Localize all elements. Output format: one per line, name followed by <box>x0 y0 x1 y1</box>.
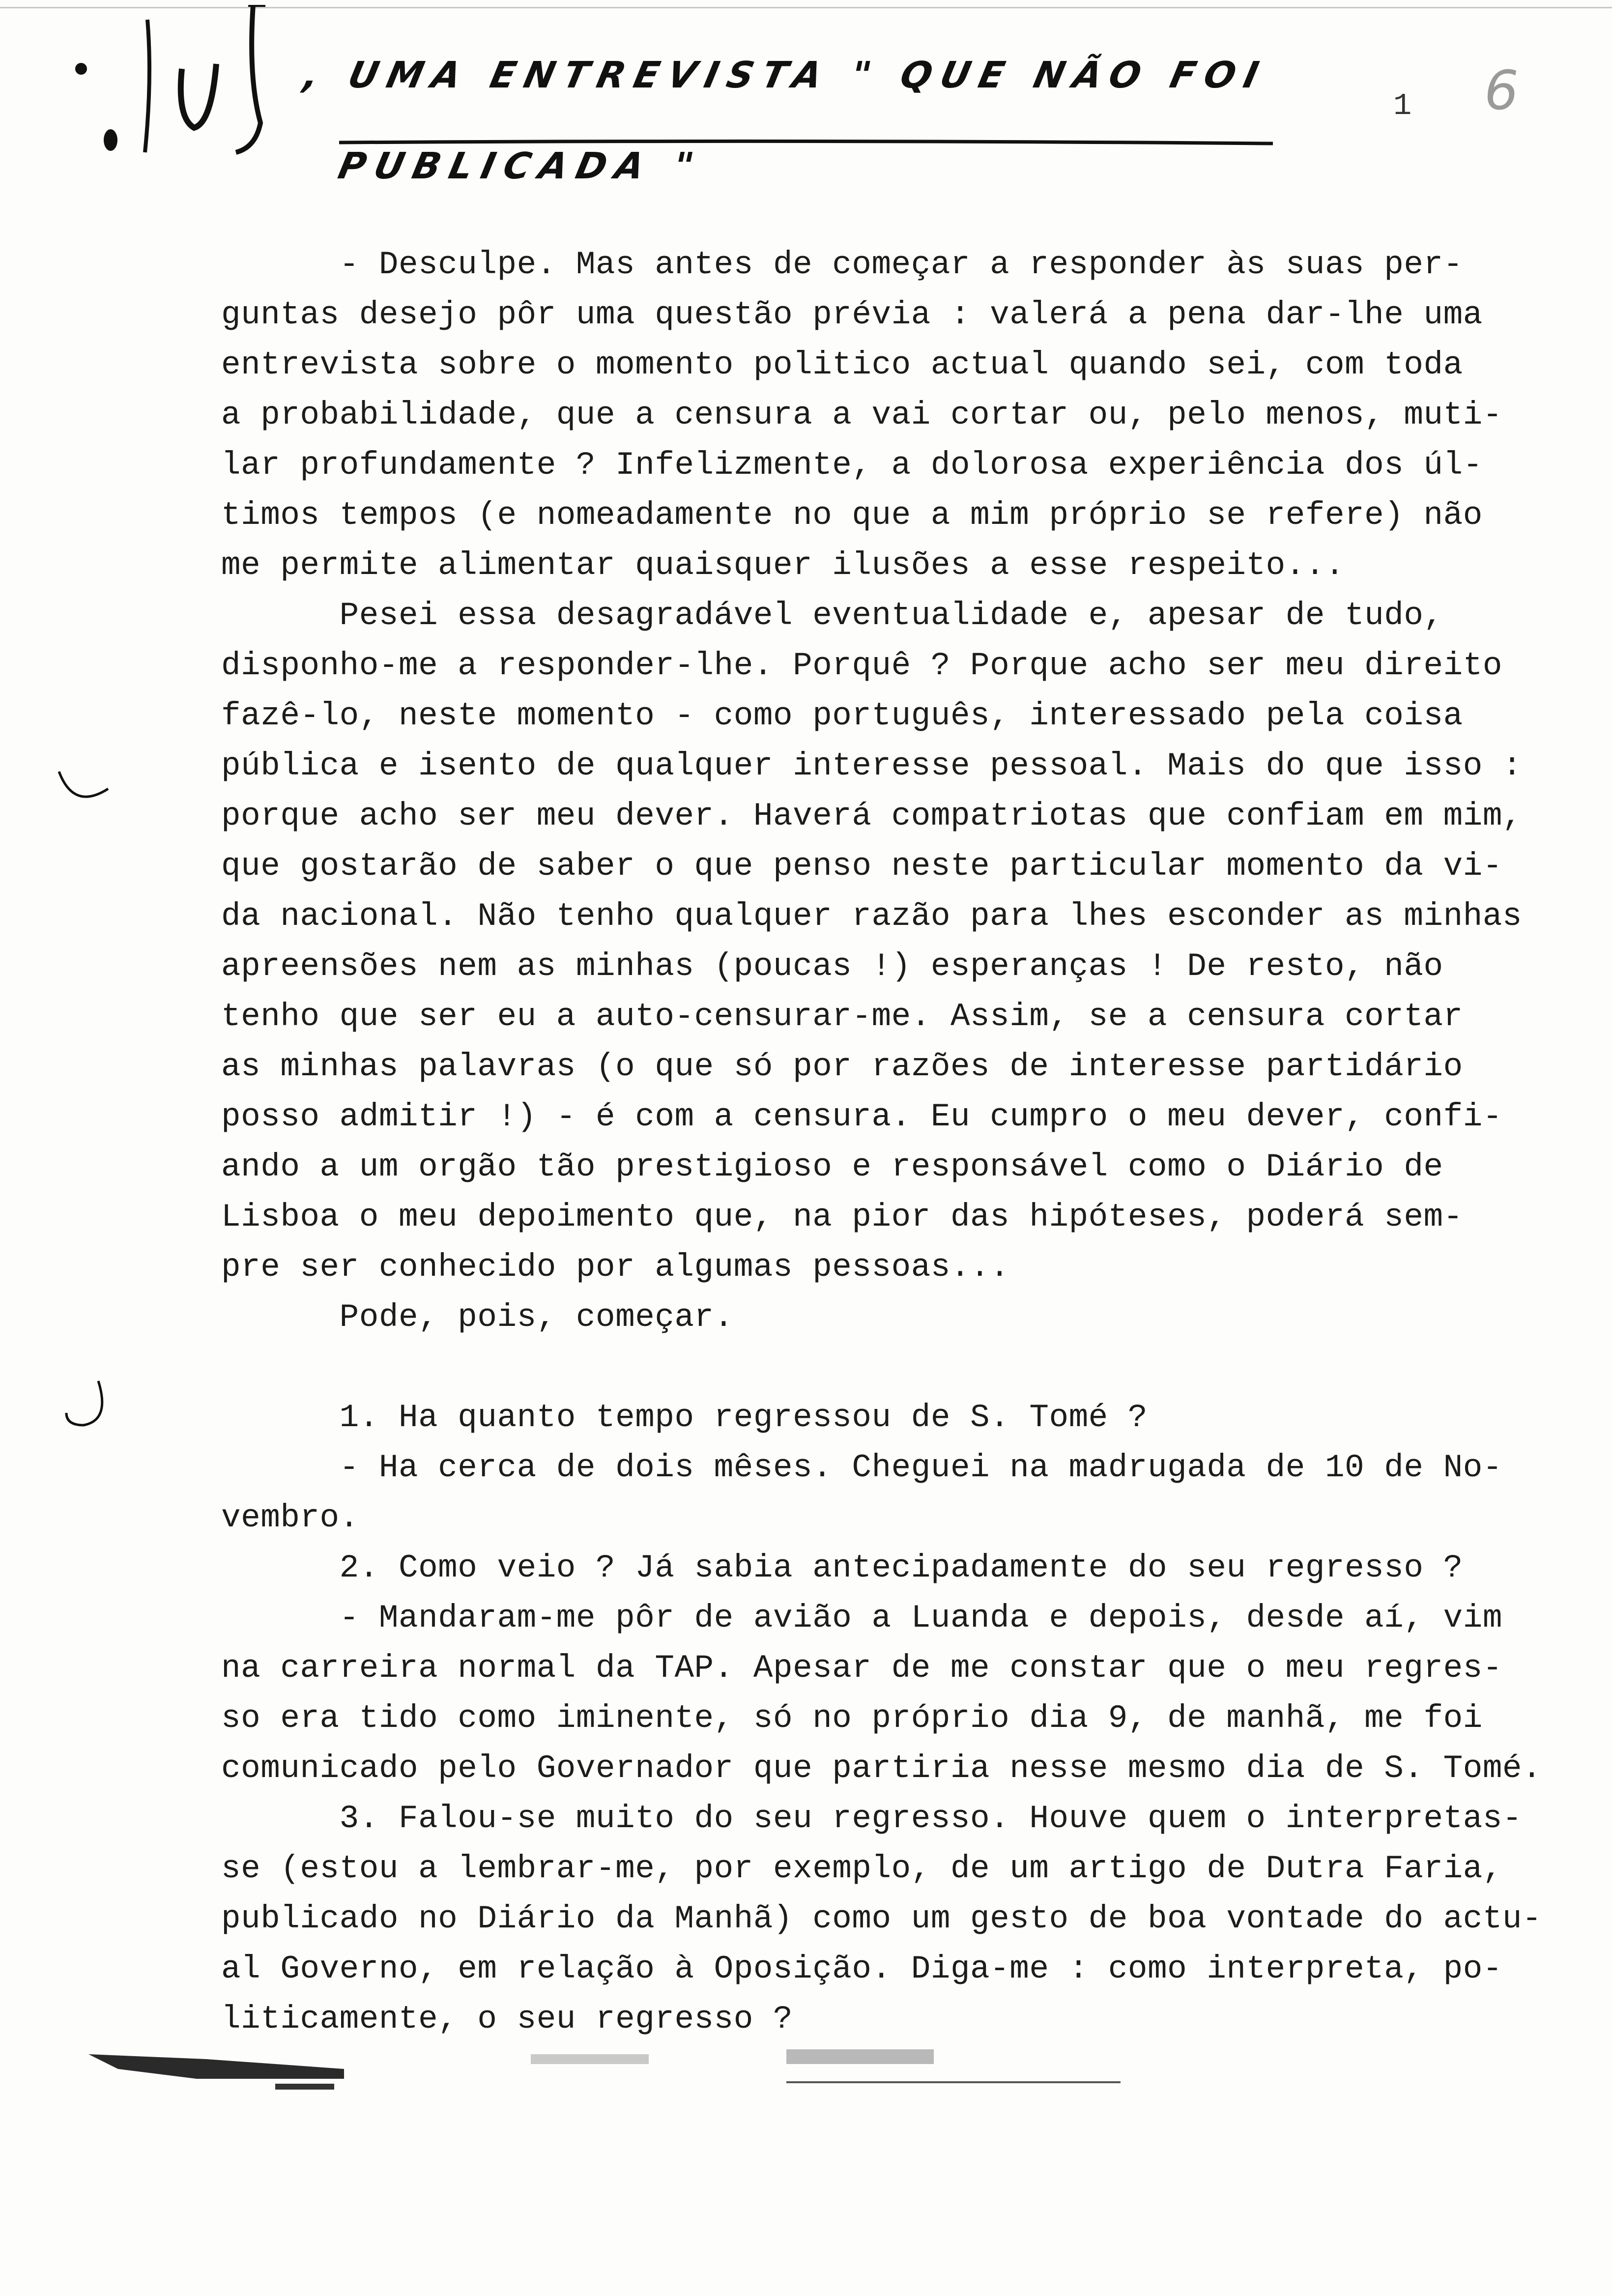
body-line: tenho que ser eu a auto-censurar-me. Assim, se a censura cortar <box>221 998 1463 1035</box>
body-line: que gostarão de saber o que penso neste particular momento da vi- <box>221 848 1502 885</box>
typed-body-text <box>221 240 1558 2044</box>
body-line: - Ha cerca de dois mêses. Cheguei na madrugada de 10 de No- <box>221 1449 1502 1486</box>
body-line: lar profundamente ? Infelizmente, a dolorosa experiência dos úl- <box>221 447 1483 484</box>
body-line <box>221 1343 1558 1393</box>
scan-smudge <box>88 2039 1121 2103</box>
body-line: liticamente, o seu regresso ? <box>221 2001 793 2038</box>
body-line: al Governo, em relação à Oposição. Diga-me : como interpreta, po- <box>221 1951 1502 1987</box>
body-line: 3. Falou-se muito do seu regresso. Houve quem o interpretas- <box>221 1800 1523 1837</box>
document-title-line1: , UMA ENTREVISTA " QUE NÃO FOI <box>300 54 1271 96</box>
page-number: 1 <box>1393 88 1412 123</box>
body-line: na carreira normal da TAP. Apesar de me constar que o meu regres- <box>221 1650 1502 1687</box>
handwritten-margin-marks <box>54 5 280 167</box>
body-line: guntas desejo pôr uma questão prévia : valerá a pena dar-lhe uma <box>221 296 1483 333</box>
body-line: 1. Ha quanto tempo regressou de S. Tomé ? <box>221 1399 1148 1436</box>
body-line: as minhas palavras (o que só por razões de interesse partidário <box>221 1048 1463 1085</box>
body-line: fazê-lo, neste momento - como português, interessado pela coisa <box>221 697 1463 734</box>
page-number-handwritten: 6 <box>1484 59 1519 122</box>
body-line: ando a um orgão tão prestigioso e responsável como o Diário de <box>221 1148 1443 1185</box>
title-underline <box>339 139 1273 145</box>
body-line: so era tido como iminente, só no próprio dia 9, de manhã, me foi <box>221 1700 1483 1737</box>
body-line: pre ser conhecido por algumas pessoas... <box>221 1249 1010 1286</box>
body-line: apreensões nem as minhas (poucas !) esperanças ! De resto, não <box>221 948 1443 985</box>
body-line: comunicado pelo Governador que partiria nesse mesmo dia de S. Tomé. <box>221 1750 1542 1787</box>
body-line: vembro. <box>221 1499 359 1536</box>
document-title-line2: PUBLICADA " <box>334 145 707 187</box>
margin-paren-mark <box>64 1376 108 1435</box>
body-line: timos tempos (e nomeadamente no que a mim próprio se refere) não <box>221 497 1483 534</box>
body-line: da nacional. Não tenho qualquer razão para lhes esconder as minhas <box>221 898 1523 935</box>
body-line: Pode, pois, começar. <box>221 1299 734 1336</box>
body-line: 2. Como veio ? Já sabia antecipadamente do seu regresso ? <box>221 1550 1463 1586</box>
body-line: porque acho ser meu dever. Haverá compatriotas que confiam em mim, <box>221 798 1523 834</box>
body-line: pública e isento de qualquer interesse pessoal. Mais do que isso : <box>221 747 1523 784</box>
body-line: publicado no Diário da Manhã) como um gesto de boa vontade do actu- <box>221 1900 1542 1937</box>
margin-bracket-mark <box>54 767 113 811</box>
body-line: se (estou a lembrar-me, por exemplo, de um artigo de Dutra Faria, <box>221 1850 1502 1887</box>
body-line: - Desculpe. Mas antes de começar a responder às suas per- <box>221 246 1463 283</box>
body-line: entrevista sobre o momento politico actual quando sei, com toda <box>221 346 1463 383</box>
body-line: me permite alimentar quaisquer ilusões a esse respeito... <box>221 547 1345 584</box>
body-line: Pesei essa desagradável eventualidade e, apesar de tudo, <box>221 597 1443 634</box>
body-line: Lisboa o meu depoimento que, na pior das hipóteses, poderá sem- <box>221 1199 1463 1235</box>
body-line: a probabilidade, que a censura a vai cortar ou, pelo menos, muti- <box>221 397 1502 433</box>
body-line: posso admitir !) - é com a censura. Eu cumpro o meu dever, confi- <box>221 1098 1502 1135</box>
body-line: disponho-me a responder-lhe. Porquê ? Porque acho ser meu direito <box>221 647 1502 684</box>
body-line: - Mandaram-me pôr de avião a Luanda e depois, desde aí, vim <box>221 1600 1502 1636</box>
